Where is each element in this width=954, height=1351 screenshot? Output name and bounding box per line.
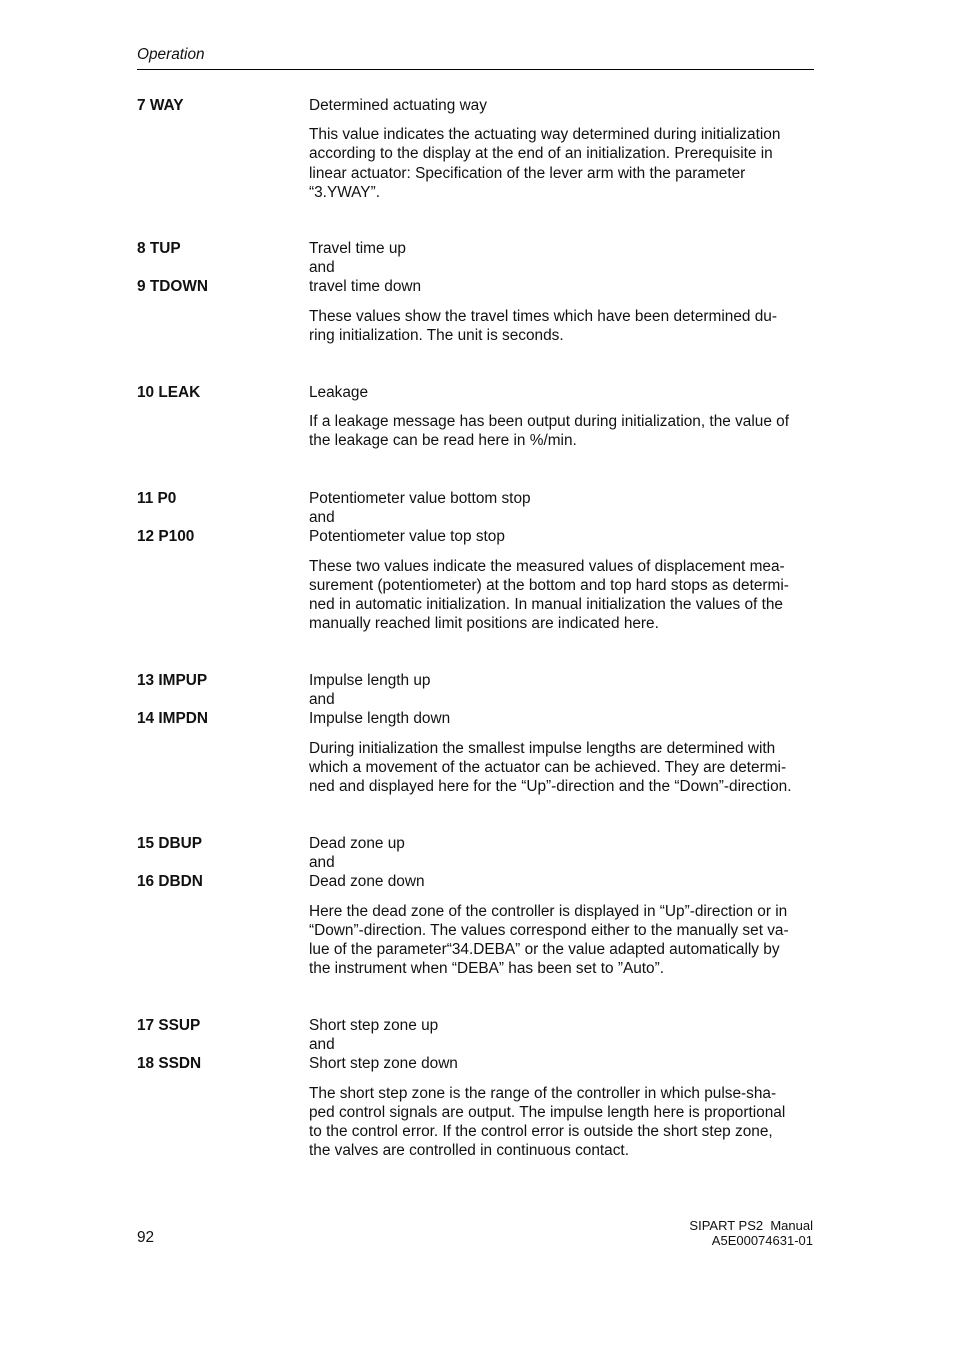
description-line: Here the dead zone of the controller is displayed in “Up”-direction or in: [309, 902, 788, 920]
description-line: manually reached limit positions are indicated here.: [309, 615, 659, 633]
parameter-line: [137, 258, 814, 277]
parameter-line: [137, 489, 814, 508]
description-line: which a movement of the actuator can be achieved. They are determi-: [309, 758, 787, 776]
parameter-connector: and: [309, 691, 335, 709]
parameter-label: 11 P0: [137, 490, 177, 507]
parameter-title: Dead zone up: [309, 835, 405, 852]
parameter-line: [137, 834, 814, 853]
parameter-label: 17 SSUP: [137, 1017, 201, 1034]
description-line: the valves are controlled in continuous contact.: [309, 1142, 629, 1160]
parameter-line: [137, 277, 814, 296]
parameter-section-dead-zone: [137, 834, 814, 978]
parameter-title: travel time down: [309, 278, 422, 296]
parameter-section-impulse: [137, 671, 814, 796]
parameter-section-way: [137, 96, 814, 202]
parameter-line: [137, 671, 814, 690]
description-line: The short step zone is the range of the controller in which pulse-sha-: [309, 1084, 777, 1102]
parameter-connector: and: [309, 854, 335, 872]
description-line: according to the display at the end of an initialization. Prerequisite in: [309, 145, 773, 163]
running-header: Operation: [137, 46, 205, 63]
parameter-connector: and: [309, 1036, 335, 1054]
parameter-description: [309, 125, 814, 202]
parameter-connector: and: [309, 259, 335, 277]
parameter-description: [309, 739, 814, 797]
parameter-line: [137, 508, 814, 527]
parameter-connector: and: [309, 509, 335, 527]
parameter-title: Potentiometer value bottom stop: [309, 490, 531, 507]
parameter-title: Short step zone up: [309, 1017, 439, 1034]
parameter-description: [309, 902, 814, 979]
parameter-line: [137, 690, 814, 709]
parameter-title: Travel time up: [309, 240, 406, 257]
parameter-line: [137, 872, 814, 891]
parameter-label: 15 DBUP: [137, 835, 203, 852]
parameter-title: Leakage: [309, 384, 369, 401]
description-line: linear actuator: Specification of the lever arm with the parameter: [309, 164, 746, 182]
parameter-label: 9 TDOWN: [137, 278, 208, 296]
parameter-title: Potentiometer value top stop: [309, 528, 505, 546]
description-line: lue of the parameter“34.DEBA” or the value adapted automatically by: [309, 940, 780, 958]
footer-manual-info: [689, 1218, 813, 1248]
parameter-title: Impulse length up: [309, 672, 431, 689]
description-line: the leakage can be read here in %/min.: [309, 432, 577, 450]
manual-title: SIPART PS2 Manual: [689, 1218, 813, 1233]
description-line: These two values indicate the measured values of displacement mea-: [309, 557, 785, 575]
parameter-description: [309, 307, 814, 345]
parameter-label: 18 SSDN: [137, 1055, 202, 1073]
parameter-description: [309, 557, 814, 634]
description-line: the instrument when “DEBA” has been set to ”Auto”.: [309, 960, 665, 978]
parameter-line: [137, 383, 814, 402]
parameter-line: [137, 853, 814, 872]
parameter-line: [137, 239, 814, 258]
parameter-label: 13 IMPUP: [137, 672, 208, 689]
parameter-section-short-step: [137, 1016, 814, 1160]
description-line: “3.YWAY”.: [309, 183, 380, 201]
parameter-line: [137, 527, 814, 546]
description-line: These values show the travel times which have been determined du-: [309, 307, 777, 325]
description-line: ned in automatic initialization. In manual initialization the values of the: [309, 595, 783, 613]
parameter-line: [137, 1016, 814, 1035]
description-line: ned and displayed here for the “Up”-direction and the “Down”-direction.: [309, 777, 792, 795]
parameter-title: Short step zone down: [309, 1055, 458, 1073]
parameter-label: 14 IMPDN: [137, 710, 208, 728]
parameter-label: 12 P100: [137, 528, 195, 546]
parameter-line: [137, 1054, 814, 1073]
description-line: If a leakage message has been output during initialization, the value of: [309, 413, 789, 431]
parameter-title: Dead zone down: [309, 873, 425, 891]
parameter-description: [309, 412, 814, 450]
description-line: “Down”-direction. The values correspond either to the manually set va-: [309, 921, 789, 939]
description-line: to the control error. If the control error is outside the short step zone,: [309, 1122, 773, 1140]
description-line: surement (potentiometer) at the bottom and top hard stops as determi-: [309, 576, 789, 594]
parameter-label: 7 WAY: [137, 97, 184, 114]
parameter-label: 8 TUP: [137, 240, 181, 257]
header-divider: [137, 69, 814, 70]
page-number: 92: [137, 1229, 155, 1246]
parameter-title: Impulse length down: [309, 710, 451, 728]
parameter-line: [137, 1035, 814, 1054]
parameter-section-potentiometer: [137, 489, 814, 633]
description-line: ring initialization. The unit is seconds.: [309, 326, 564, 344]
description-line: This value indicates the actuating way determined during initialization: [309, 126, 781, 144]
parameter-title: Determined actuating way: [309, 97, 487, 114]
parameter-section-travel-time: [137, 239, 814, 345]
description-line: ped control signals are output. The impulse length here is proportional: [309, 1103, 786, 1121]
document-number: A5E00074631-01: [711, 1233, 813, 1248]
parameter-line: [137, 96, 814, 115]
parameter-label: 10 LEAK: [137, 384, 201, 401]
parameter-description: [309, 1084, 814, 1161]
parameter-line: [137, 709, 814, 728]
parameter-label: 16 DBDN: [137, 873, 203, 891]
parameter-section-leakage: [137, 383, 814, 451]
description-line: During initialization the smallest impulse lengths are determined with: [309, 739, 776, 757]
